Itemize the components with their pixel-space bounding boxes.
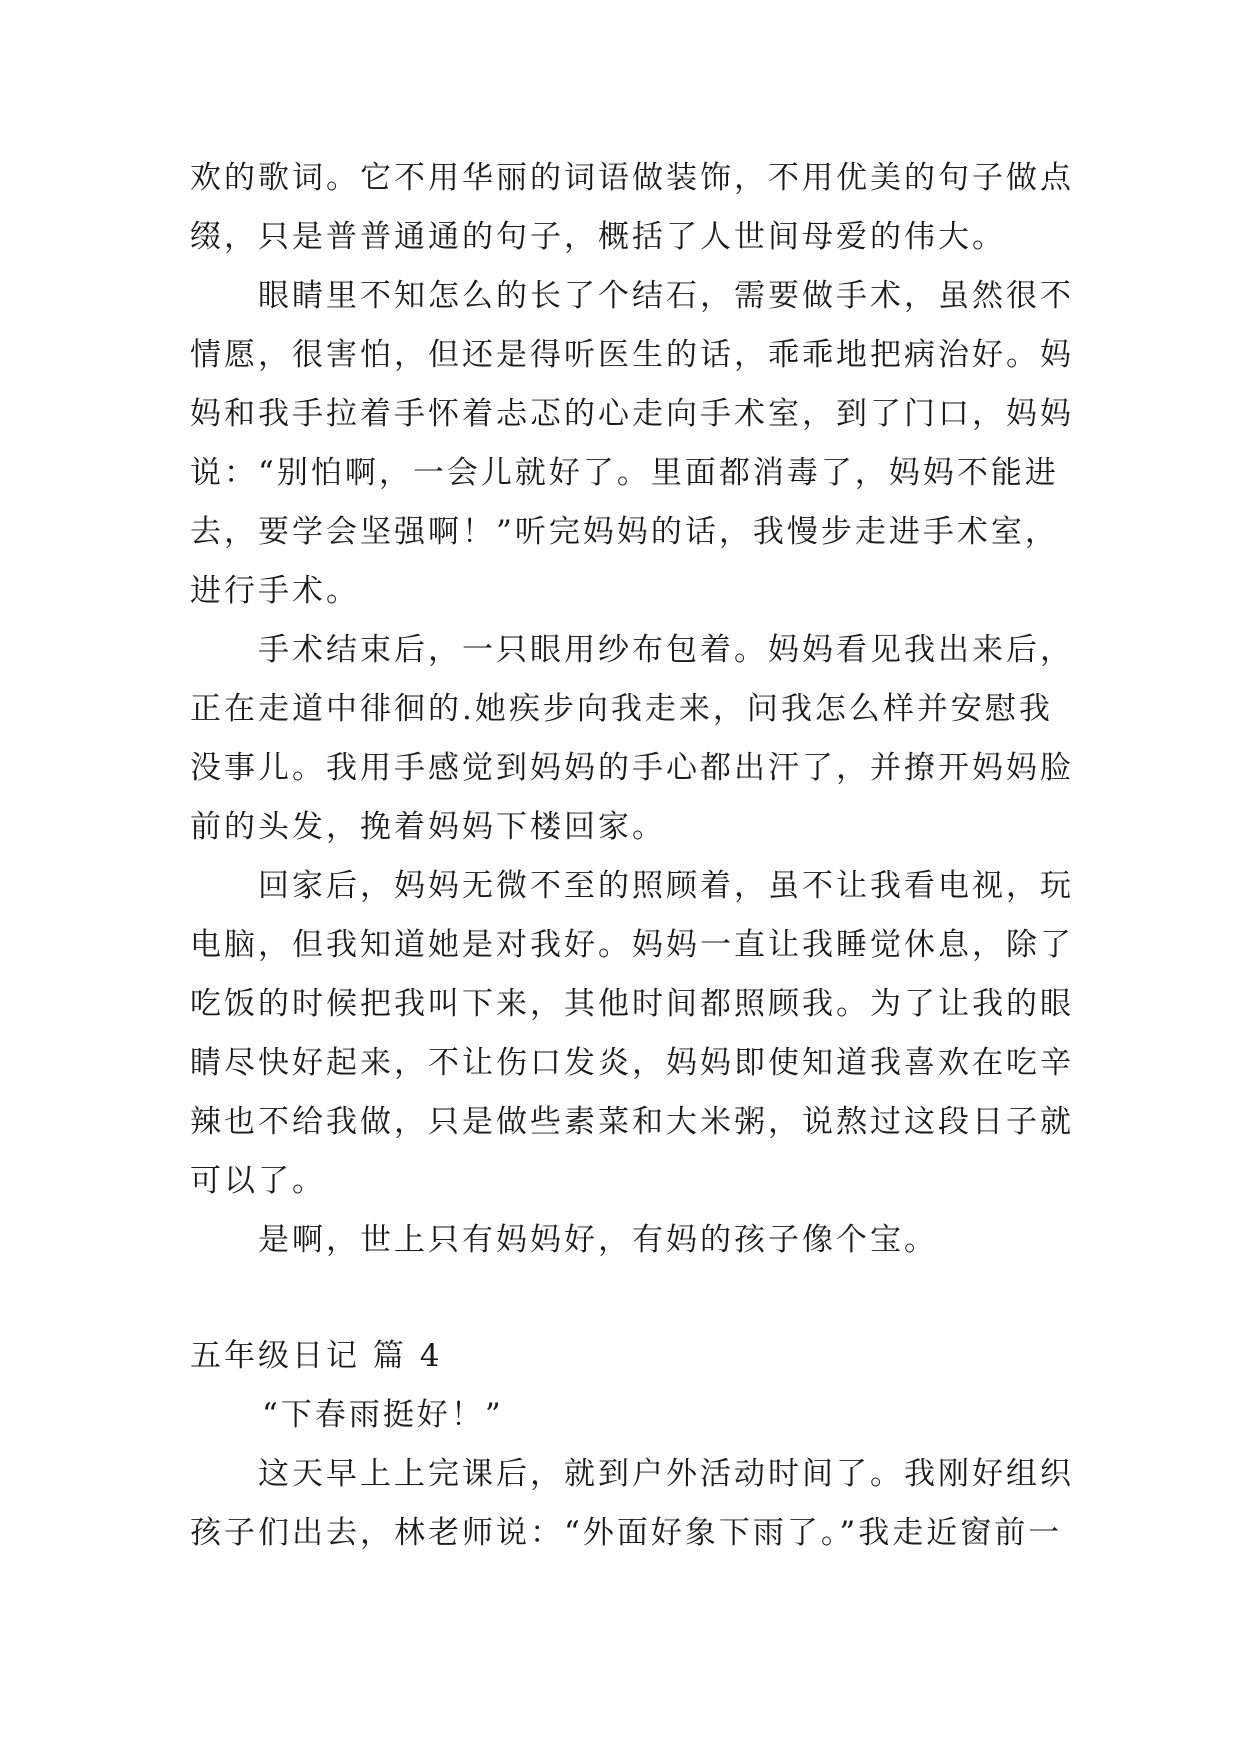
paragraph-start: 是啊，世上只有妈妈好，有妈的孩子像个宝。 xyxy=(258,1222,938,1258)
text-line: 正在走道中徘徊的.她疾步向我走来，问我怎么样并安慰我 xyxy=(190,691,1053,727)
text-line: 去，要学会坚强啊！”听完妈妈的话，我慢步走进手术室， xyxy=(190,514,1059,550)
text-line: 前的头发，挽着妈妈下楼回家。 xyxy=(190,809,666,845)
section-heading: 五年级日记 篇 4 xyxy=(190,1338,443,1374)
paragraph-start: 手术结束后，一只眼用纱布包着。妈妈看见我出来后， xyxy=(258,632,1074,668)
text-line: 缀，只是普普通通的句子，概括了人世间母爱的伟大。 xyxy=(190,219,1006,255)
text-line: 辣也不给我做，只是做些素菜和大米粥，说熬过这段日子就 xyxy=(190,1104,1074,1140)
text-line: 进行手术。 xyxy=(190,573,360,609)
paragraph-start: 回家后，妈妈无微不至的照顾着，虽不让我看电视，玩 xyxy=(258,868,1074,904)
text-line: 孩子们出去，林老师说：“外面好象下雨了。”我走近窗前一 xyxy=(190,1515,1063,1551)
diary-title: “下春雨挺好！” xyxy=(262,1397,504,1433)
text-line: 睛尽快好起来，不让伤口发炎，妈妈即使知道我喜欢在吃辛 xyxy=(190,1045,1074,1081)
text-line: 欢的歌词。它不用华丽的词语做装饰，不用优美的句子做点 xyxy=(190,160,1074,196)
text-line: 没事儿。我用手感觉到妈妈的手心都出汗了，并撩开妈妈脸 xyxy=(190,750,1074,786)
paragraph-start: 眼睛里不知怎么的长了个结石，需要做手术，虽然很不 xyxy=(258,278,1074,314)
text-line: 吃饭的时候把我叫下来，其他时间都照顾我。为了让我的眼 xyxy=(190,986,1074,1022)
text-line: 情愿，很害怕，但还是得听医生的话，乖乖地把病治好。妈 xyxy=(190,337,1074,373)
paragraph-start: 这天早上上完课后，就到户外活动时间了。我刚好组织 xyxy=(258,1456,1074,1492)
text-line: 说：“别怕啊，一会儿就好了。里面都消毒了，妈妈不能进 xyxy=(190,455,1059,491)
text-line: 可以了。 xyxy=(190,1163,326,1199)
text-line: 妈和我手拉着手怀着忐忑的心走向手术室，到了门口，妈妈 xyxy=(190,396,1074,432)
text-line: 电脑，但我知道她是对我好。妈妈一直让我睡觉休息，除了 xyxy=(190,927,1074,963)
